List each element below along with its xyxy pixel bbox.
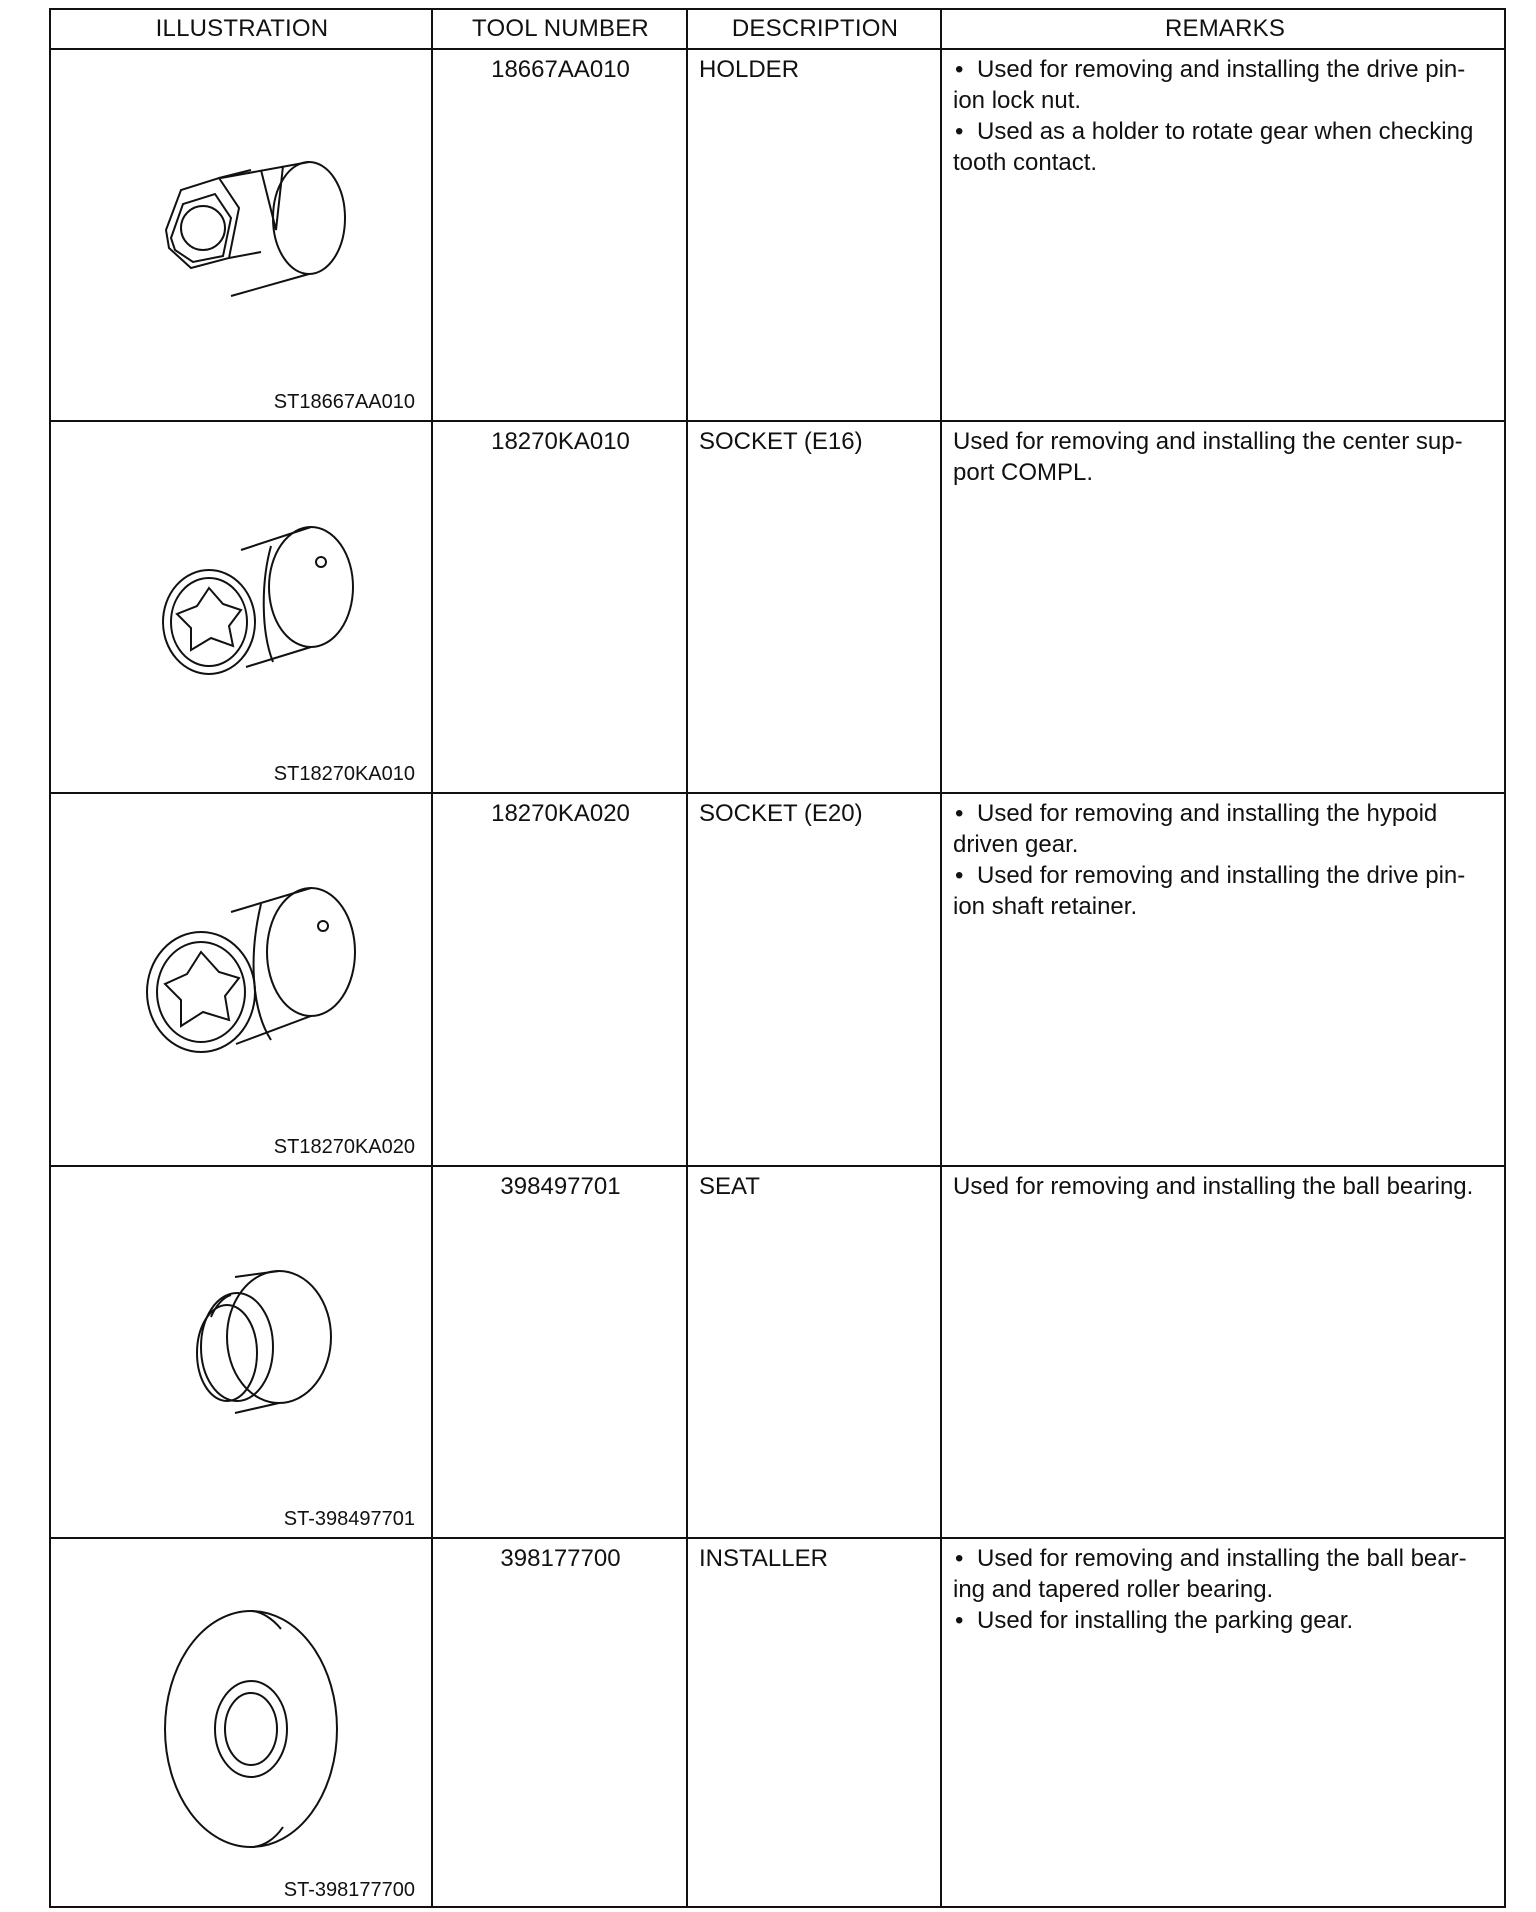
tool-description: INSTALLER [699,1545,828,1572]
illustration-code: ST-398497701 [283,1508,415,1530]
remark-line: Used for removing and installing the ball bearing. [953,1173,1474,1200]
tool-description: SOCKET (E16) [699,428,863,455]
table-row [51,794,1504,1165]
illustration-code: ST18270KA020 [273,1136,415,1158]
illustration-cell [51,1539,433,1908]
illustration-code: ST18270KA010 [273,763,415,785]
remark-line: driven gear. [953,831,1079,858]
remarks-cell [942,422,1508,792]
remark-line: ion lock nut. [953,87,1082,114]
tool-description: SOCKET (E20) [699,800,863,827]
seat-icon [111,1207,391,1487]
table-row [51,1167,1504,1537]
remarks-cell [942,794,1508,1165]
table-row [51,422,1504,792]
table-row [51,1539,1504,1908]
tool-number: 18667AA010 [491,56,630,83]
tool-description: SEAT [699,1173,760,1200]
illustration-cell [51,1167,433,1537]
remark-line: tooth contact. [953,149,1098,176]
remark-line: • Used for removing and installing the drive pin- [955,56,1466,83]
tool-number: 18270KA020 [491,800,630,827]
installer-icon [111,1579,391,1859]
socket-e20-icon [111,834,391,1114]
header-illustration: ILLUSTRATION [155,15,329,42]
header-tool-number: TOOL NUMBER [472,15,649,42]
header-description: DESCRIPTION [731,15,899,42]
remark-line: ion shaft retainer. [953,893,1138,920]
remark-line: • Used for removing and installing the ball bear- [955,1545,1467,1572]
illustration-code: ST-398177700 [283,1879,415,1901]
remarks-cell [942,50,1508,420]
illustration-cell [51,794,433,1165]
tool-number: 398497701 [500,1173,621,1200]
tool-number: 398177700 [500,1545,621,1572]
tool-description: HOLDER [699,56,800,83]
remark-line: • Used as a holder to rotate gear when checking [955,118,1474,145]
header-remarks: REMARKS [1164,15,1286,42]
illustration-code: ST18667AA010 [273,391,415,413]
remark-line: port COMPL. [953,459,1094,486]
remark-line: Used for removing and installing the center sup- [953,428,1463,455]
remarks-cell [942,1167,1508,1537]
remark-line: • Used for removing and installing the drive pin- [955,862,1466,889]
illustration-cell [51,50,433,420]
remark-line: • Used for removing and installing the hypoid [955,800,1438,827]
special-tools-table [49,8,1506,1908]
holder-icon [111,90,391,370]
tool-number: 18270KA010 [491,428,630,455]
socket-e16-icon [111,462,391,742]
remark-line: • Used for installing the parking gear. [955,1607,1354,1634]
remark-line: ing and tapered roller bearing. [953,1576,1274,1603]
remarks-cell [942,1539,1508,1908]
table-row [51,50,1504,420]
illustration-cell [51,422,433,792]
